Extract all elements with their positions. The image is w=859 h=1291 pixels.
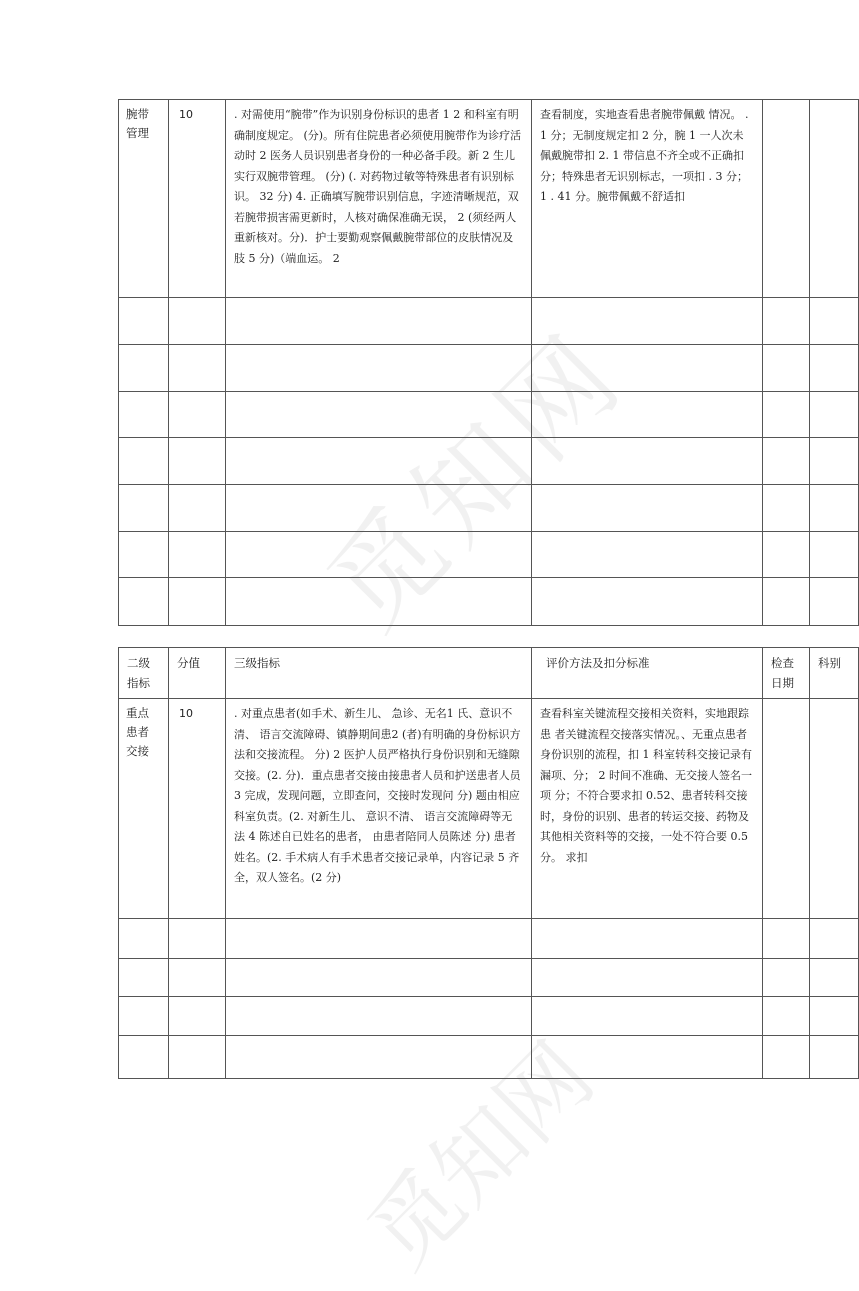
dept-cell bbox=[810, 699, 859, 919]
dept-cell bbox=[810, 100, 859, 298]
table-row bbox=[119, 485, 859, 532]
table-row bbox=[119, 100, 859, 298]
watermark: 觅知网 bbox=[303, 307, 649, 653]
table-row bbox=[119, 345, 859, 392]
header-score: 分值 bbox=[169, 648, 226, 699]
score-cell: 10 bbox=[169, 699, 226, 919]
wristband-table bbox=[118, 99, 859, 626]
table-row bbox=[119, 919, 859, 959]
table-row bbox=[119, 1036, 859, 1079]
date-cell bbox=[763, 100, 810, 298]
table-row bbox=[119, 578, 859, 626]
header-level2: 二级指标 bbox=[119, 648, 169, 699]
table-row bbox=[119, 392, 859, 438]
table-row bbox=[119, 298, 859, 345]
level2-cell: 重点患者交接 bbox=[119, 699, 169, 919]
table-row bbox=[119, 438, 859, 485]
header-evaluation: 评价方法及扣分标准 bbox=[532, 648, 763, 699]
handover-table bbox=[118, 647, 859, 1079]
evaluation-cell: 查看科室关键流程交接相关资料，实地跟踪患 者关键流程交接落实情况。、无重点患者身份识别的流程，扣 1 科室转科交接记录有漏项、分； 2 时间不准确、无交接人签名一项 分；不符合要求扣 0.52、患者转科交接时，身份的识别、患者的转运交接、药物及其他相关资料等的交接，一处不符合要 0.5 分。 求扣 bbox=[532, 699, 763, 919]
score-cell: 10 bbox=[169, 100, 226, 298]
header-date: 检查日期 bbox=[763, 648, 810, 699]
table-row bbox=[119, 997, 859, 1036]
level2-cell: 腕带管理 bbox=[119, 100, 169, 298]
evaluation-cell: 查看制度，实地查看患者腕带佩戴 情况。 . 1 分；无制度规定扣 2 分，腕 1 一人次未佩戴腕带扣 2. 1 带信息不齐全或不正确扣 分；特殊患者无识别标志，一项扣 . 3 分； 1 . 41 分。腕带佩戴不舒适扣 bbox=[532, 100, 763, 298]
table-row bbox=[119, 699, 859, 919]
date-cell bbox=[763, 699, 810, 919]
header-row bbox=[119, 648, 859, 699]
level3-cell: . 对需使用“腕带”作为识别身份标识的患者 1 2 和科室有明确制度规定。 (分)。所有住院患者必须使用腕带作为诊疗活动时 2 医务人员识别患者身份的一种必备手段。新 2 生儿实行双腕带管理。 (分) (. 对药物过敏等特殊患者有识别标识。 32 分) 4. 正确填写腕带识别信息，字迹清晰规范，双若腕带损害需更新时，人核对确保准确无误， 2 (须经两人重新核对。分)．护士要勤观察佩戴腕带部位的皮肤情况及肢 5 分)（端血运。 2 bbox=[226, 100, 532, 298]
table-row bbox=[119, 532, 859, 578]
level3-cell: . 对重点患者(如手术、新生儿、 急诊、无名1 氏、意识不清、 语言交流障碍、镇静期间患2 (者)有明确的身份标识方法和交接流程。 分) 2 医护人员严格执行身份识别和无缝隙交接。(2. 分)．重点患者交接由接患者人员和护送患者人员3 完成，发现问题，立即查问，交接时发现问 分) 题由相应科室负责。(2. 对新生儿、 意识不清、 语言交流障碍等无法 4 陈述自已姓名的患者， 由患者陪同人员陈述 分) 患者姓名。(2. 手术病人有手术患者交接记录单，内容记录 5 齐全，双人签名。(2 分) bbox=[226, 699, 532, 919]
header-level3: 三级指标 bbox=[226, 648, 532, 699]
table-row bbox=[119, 959, 859, 997]
header-dept: 科别 bbox=[810, 648, 859, 699]
watermark-bottom: 觅知网 bbox=[348, 1023, 614, 1289]
